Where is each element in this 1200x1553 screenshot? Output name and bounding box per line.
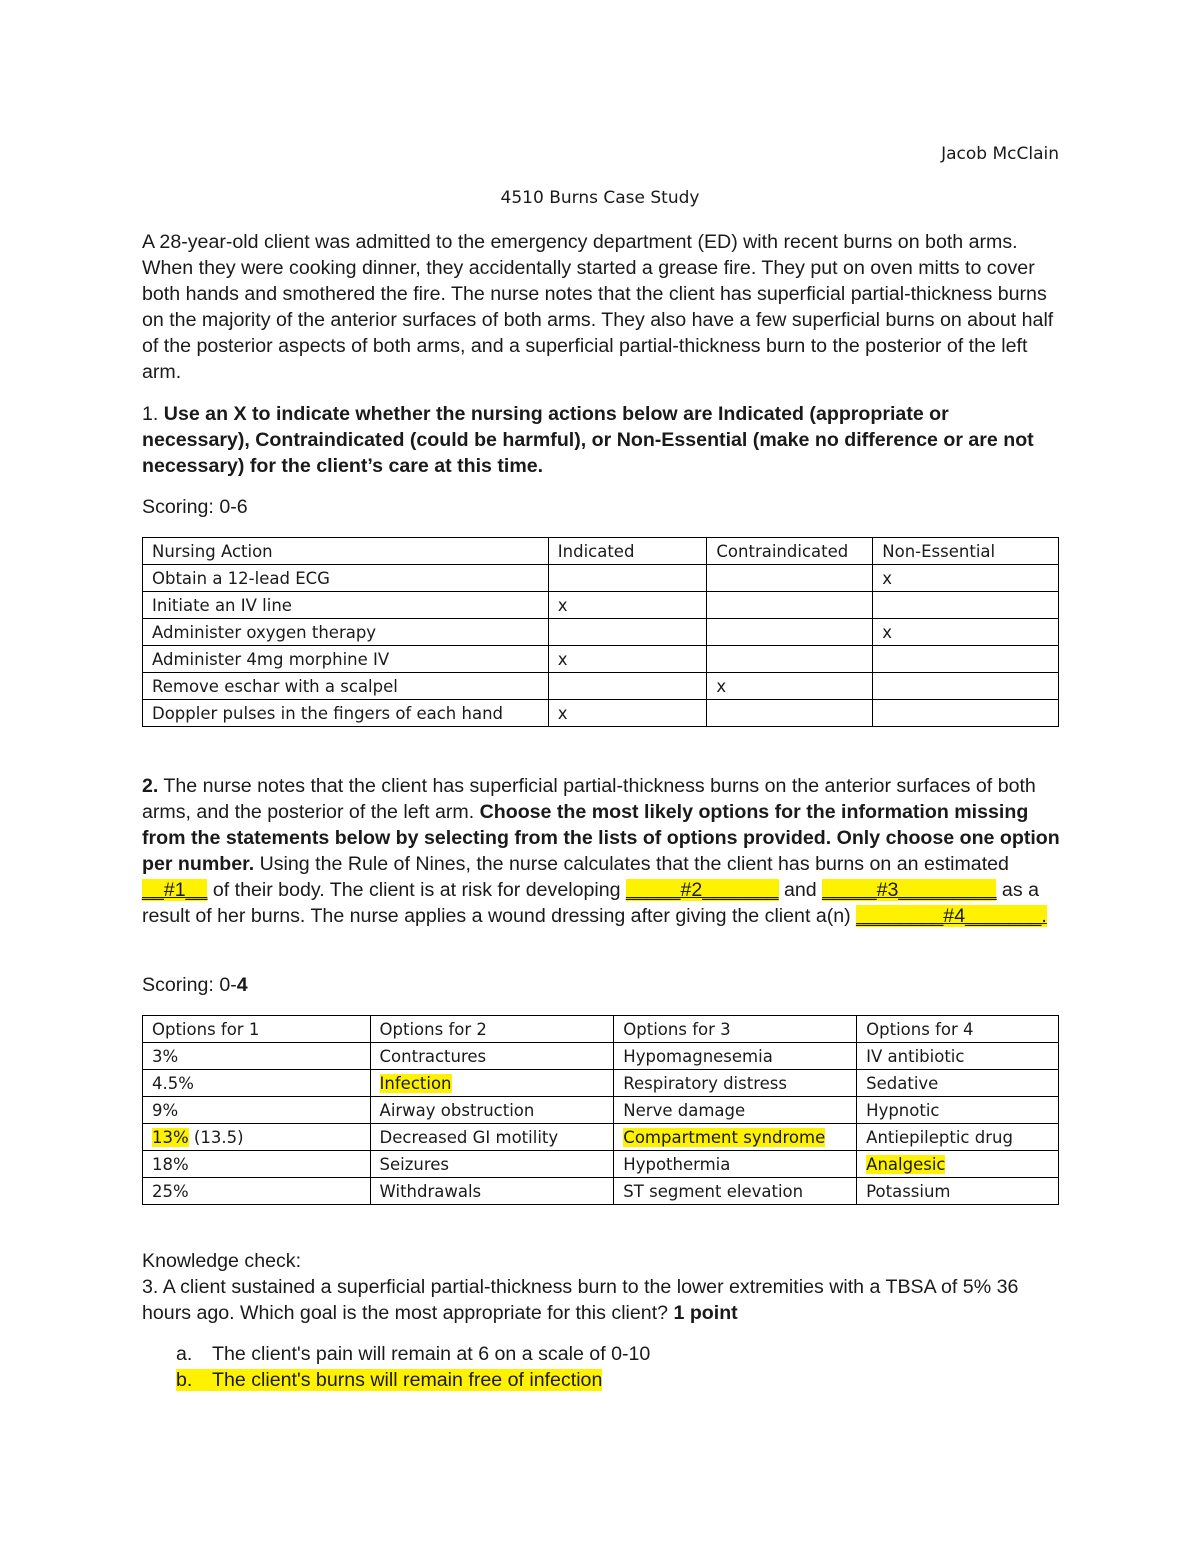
option-cell [370,1070,614,1097]
option-cell: 3% [143,1043,371,1070]
mark-cell [548,619,707,646]
selected-option: 13% [152,1127,189,1147]
question-2-text-4: and [778,879,823,901]
question-1-text: Use an X to indicate whether the nursing actions below are Indicated (appropriate or necessary), Contraindicated (could be harmful), or Non-Essential (make no difference or are not necessary) for the client’s care at this time. [142,403,1034,477]
header-cell: Options for 3 [614,1016,857,1043]
option-cell: IV antibiotic [857,1043,1059,1070]
mark-cell [873,646,1059,673]
table-row [143,1178,1059,1205]
question-2-text-1: The nurse notes that the client has superficial partial-thickness burns on the anterior surfaces of both arms, and the posterior of the left arm. [142,775,1036,823]
question-2-scoring [142,972,1062,998]
option-cell: ST segment elevation [614,1178,857,1205]
table-header-row [143,538,1059,565]
table-row [143,1124,1059,1151]
header-cell: Options for 1 [143,1016,371,1043]
action-cell: Doppler pulses in the fingers of each hand [143,700,549,727]
question-3-points: 1 point [673,1302,738,1324]
mark-cell: x [707,673,873,700]
question-1-number: 1. [142,403,164,425]
option-letter: b. [176,1369,193,1391]
action-cell: Administer 4mg morphine IV [143,646,549,673]
table-row [143,592,1059,619]
header-cell: Options for 2 [370,1016,614,1043]
blank-4: ________#4_______. [856,905,1047,927]
option-cell: Respiratory distress [614,1070,857,1097]
option-cell: Antiepileptic drug [857,1124,1059,1151]
option-note: (13.5) [188,1127,244,1147]
action-cell: Initiate an IV line [143,592,549,619]
option-cell: Potassium [857,1178,1059,1205]
mark-cell: x [548,646,707,673]
option-letter: a. [176,1343,193,1365]
table-row [143,673,1059,700]
header-cell: Contraindicated [707,538,873,565]
option-cell [857,1151,1059,1178]
question-1-scoring: Scoring: 0-6 [142,496,248,518]
option-cell: Withdrawals [370,1178,614,1205]
mark-cell [707,619,873,646]
answer-option-b [176,1367,602,1393]
option-cell [143,1124,371,1151]
mark-cell [873,700,1059,727]
mark-cell [873,673,1059,700]
header-cell: Non-Essential [873,538,1059,565]
option-text: The client's burns will remain free of infection [212,1369,603,1391]
table-row [143,619,1059,646]
table-row [143,1043,1059,1070]
knowledge-check-heading: Knowledge check: [142,1250,302,1272]
mark-cell [707,700,873,727]
action-cell: Obtain a 12-lead ECG [143,565,549,592]
question-1-prompt [142,401,1062,479]
option-text: The client's pain will remain at 6 on a scale of 0-10 [212,1343,651,1365]
document-title: 4510 Burns Case Study [500,188,700,208]
mark-cell: x [548,700,707,727]
selected-option: Compartment syndrome [623,1127,826,1147]
option-cell: Airway obstruction [370,1097,614,1124]
option-cell: Contractures [370,1043,614,1070]
mark-cell [873,592,1059,619]
table-row [143,700,1059,727]
header-cell: Options for 4 [857,1016,1059,1043]
header-cell: Indicated [548,538,707,565]
mark-cell [707,646,873,673]
option-cell: Hypothermia [614,1151,857,1178]
question-2-prompt [142,773,1062,929]
option-cell: 4.5% [143,1070,371,1097]
table-row [143,1097,1059,1124]
options-table [142,1015,1059,1205]
blank-2: _____#2_______ [625,879,779,901]
question-3-text: 3. A client sustained a superficial partial-thickness burn to the lower extremities with a TBSA of 5% 36 hours ago. Which goal is the most appropriate for this client? [142,1276,1019,1324]
question-2-text-3: of their body. The client is at risk for developing [207,879,626,901]
table-row [143,565,1059,592]
mark-cell [548,673,707,700]
table-row [143,1151,1059,1178]
scoring-label: Scoring: 0- [142,974,237,996]
table-row [143,646,1059,673]
scoring-value: 4 [236,974,248,996]
option-cell [614,1124,857,1151]
option-cell: Decreased GI motility [370,1124,614,1151]
mark-cell: x [873,565,1059,592]
action-cell: Remove eschar with a scalpel [143,673,549,700]
mark-cell [707,592,873,619]
action-cell: Administer oxygen therapy [143,619,549,646]
option-cell: Sedative [857,1070,1059,1097]
option-cell: Hypomagnesemia [614,1043,857,1070]
option-cell: Hypnotic [857,1097,1059,1124]
table-row [143,1070,1059,1097]
blank-1: __#1__ [142,879,208,901]
case-intro: A 28-year-old client was admitted to the emergency department (ED) with recent burns on both arms. When they were cooking dinner, they accidentally started a grease fire. They put on oven mitts to cover both hands and smothered the fire. The nurse notes that the client has superficial partial-thickness burns on the majority of the anterior surfaces of both arms. They also have a few superficial burns on about half of the posterior aspects of both arms, and a superficial partial-thickness burn to the posterior of the left arm. [142,231,1054,383]
option-cell: 25% [143,1178,371,1205]
blank-3: _____#3_________ [822,879,997,901]
mark-cell [548,565,707,592]
selected-answer [176,1369,602,1391]
selected-option: Infection [379,1073,452,1093]
author-name: Jacob McClain [941,144,1059,164]
question-2-text-5: as a result of her burns. The nurse applies a wound dressing after giving the client a(n) [142,879,1039,927]
question-3-prompt [142,1274,1062,1326]
mark-cell: x [873,619,1059,646]
option-cell: Nerve damage [614,1097,857,1124]
question-2-instructions: Choose the most likely options for the information missing from the statements below by selecting from the lists of options provided. Only choose one option per number. [142,801,1060,875]
mark-cell [707,565,873,592]
question-2-number: 2. [142,775,159,797]
option-cell: Seizures [370,1151,614,1178]
option-cell: 18% [143,1151,371,1178]
answer-option-a [176,1341,650,1367]
table-header-row [143,1016,1059,1043]
question-2-text-2: Using the Rule of Nines, the nurse calculates that the client has burns on an estimated [254,853,1009,875]
header-cell: Nursing Action [143,538,549,565]
option-cell: 9% [143,1097,371,1124]
selected-option: Analgesic [866,1154,946,1174]
mark-cell: x [548,592,707,619]
nursing-actions-table [142,537,1059,727]
